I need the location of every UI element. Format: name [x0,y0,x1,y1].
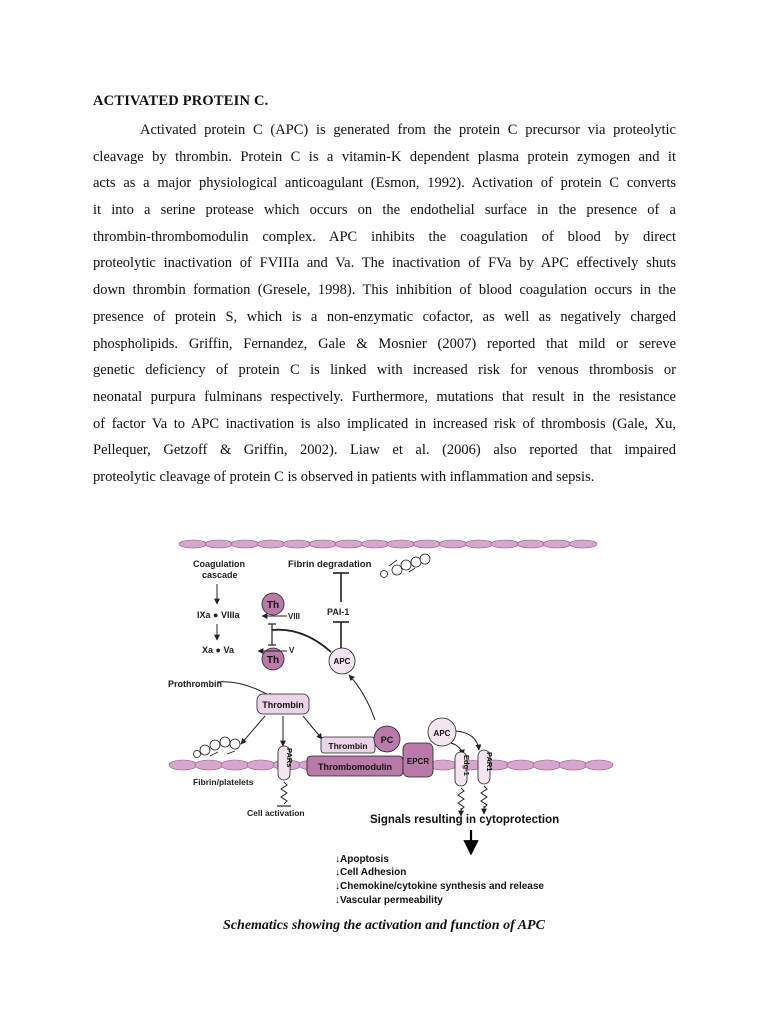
figure-caption: Schematics showing the activation and function of APC [223,918,545,933]
paragraph-line: cleavage by thrombin. Protein C is a vitamin-K dependent plasma protein zymogen and it [93,148,676,165]
membrane-segment [179,540,207,548]
paragraph-line: acts as a major physiological anticoagulant (Esmon, 1992). Activation of protein C converts [93,175,676,192]
membrane-segment [413,540,441,548]
prothrombin-label: Prothrombin [168,679,222,689]
pars-label: PARs [285,748,294,768]
top-membrane [179,540,597,548]
paragraph-line: Pellequer, Getzoff & Griffin, 2002). Liaw et al. (2006) also reported that impaired [93,442,676,459]
membrane-segment [361,540,389,548]
edg1-label: Edg-1 [462,755,471,776]
pars-signal-zigzag [281,782,287,804]
body-paragraph [93,117,676,491]
section-heading: ACTIVATED PROTEIN C. [93,93,269,109]
membrane-segment [195,760,223,770]
membrane-segment [533,760,561,770]
cell-activation-label: Cell activation [247,808,305,818]
thrombin-label: Thrombin [262,700,304,710]
paragraph-line: phospholipids. Griffin, Fernandez, Gale & Mosnier (2007) reported that mild or sereve [93,335,676,352]
par1-label: PAR1 [485,752,494,772]
fibrin-degradation-label: Fibrin degradation [288,559,372,570]
ixa-viiia-label: IXa ● VIIIa [197,610,240,620]
apc-label-upper: APC [333,657,351,666]
pc-label: PC [380,735,394,745]
epcr-label: EPCR [406,757,430,766]
viii-label: VIII [288,612,301,621]
membrane-segment [205,540,233,548]
membrane-segment [335,540,363,548]
coagulation-cascade-label: Coagulation cascade [193,559,245,580]
edg1-signal-zigzag [458,788,464,810]
paragraph-line: proteolytic inactivation of FVIIIa and Va. The inactivation of FVa by APC effectively shuts [93,255,676,272]
membrane-segment [169,760,197,770]
membrane-segment [569,540,597,548]
apc-inhibit-curve [272,630,331,652]
membrane-segment [231,540,259,548]
membrane-segment [221,760,249,770]
pai1-label: PAI-1 [327,607,350,617]
membrane-segment [247,760,275,770]
paragraph-line: presence of protein S, which is a non-enzymatic cofactor, as well as negatively charged [93,308,676,325]
paragraph-line: down thrombin formation (Gresele, 1998). This inhibition of blood coagulation occurs in the [93,282,676,299]
membrane-segment [257,540,285,548]
apc-label-lower: APC [433,729,451,738]
apc-to-par1-arrow [456,731,479,750]
paragraph-line: neonatal purpura fulminans respectively. Furthermore, mutations that result in the resistance [93,388,676,405]
paragraph-line: Activated protein C (APC) is generated from the protein C precursor via proteolytic [140,122,676,138]
thrombin-to-fibrin-arrow [241,716,265,744]
fibrin-cluster-top [381,554,431,578]
membrane-segment [507,760,535,770]
effect-item: ↓Cell Adhesion [335,867,407,878]
th-label-upper: Th [266,600,280,611]
membrane-segment [283,540,311,548]
fibrin-platelets-label: Fibrin/platelets [193,777,254,787]
signals-label: Signals resulting in cytoprotection [370,814,560,826]
paragraph-line: it into a serine protease which occurs on the endothelial surface in the presence of a [93,202,676,219]
fibrin-cluster-bottom [194,737,241,758]
effect-item: ↓Apoptosis [335,854,389,865]
th-label-lower: Th [266,655,280,666]
thrombin-to-complex-arrow [303,716,322,739]
membrane-segment [559,760,587,770]
membrane-segment [309,540,337,548]
membrane-segment [387,540,415,548]
apc-schematic-diagram [168,532,615,914]
effect-item: ↓Vascular permeability [335,895,443,906]
thrombin-complex-label: Thrombin [328,741,368,751]
membrane-segment [543,540,571,548]
paragraph-line: of factor Va to APC inactivation is also implicated in increased risk of thrombosis (Gale, Xu, [93,415,676,432]
paragraph-line: genetic deficiency of protein C is linked with increased risk for venous thrombosis or [93,362,676,379]
paragraph-line: proteolytic cleavage of protein C is observed in patients with inflammation and sepsis. [93,468,595,485]
pc-to-apc-arrow [349,675,375,720]
thrombomodulin-label: Thrombomodulin [318,762,392,772]
membrane-segment [439,540,467,548]
v-label: V [289,646,295,655]
membrane-segment [517,540,545,548]
membrane-segment [465,540,493,548]
apc-schematic-figure [168,532,615,914]
membrane-segment [585,760,613,770]
membrane-segment [491,540,519,548]
xa-va-label: Xa ● Va [202,645,234,655]
paragraph-line: thrombin-thrombomodulin complex. APC inhibits the coagulation of blood by direct [93,228,676,245]
effect-item: ↓Chemokine/cytokine synthesis and release [335,881,544,892]
par1-signal-zigzag [481,786,487,808]
